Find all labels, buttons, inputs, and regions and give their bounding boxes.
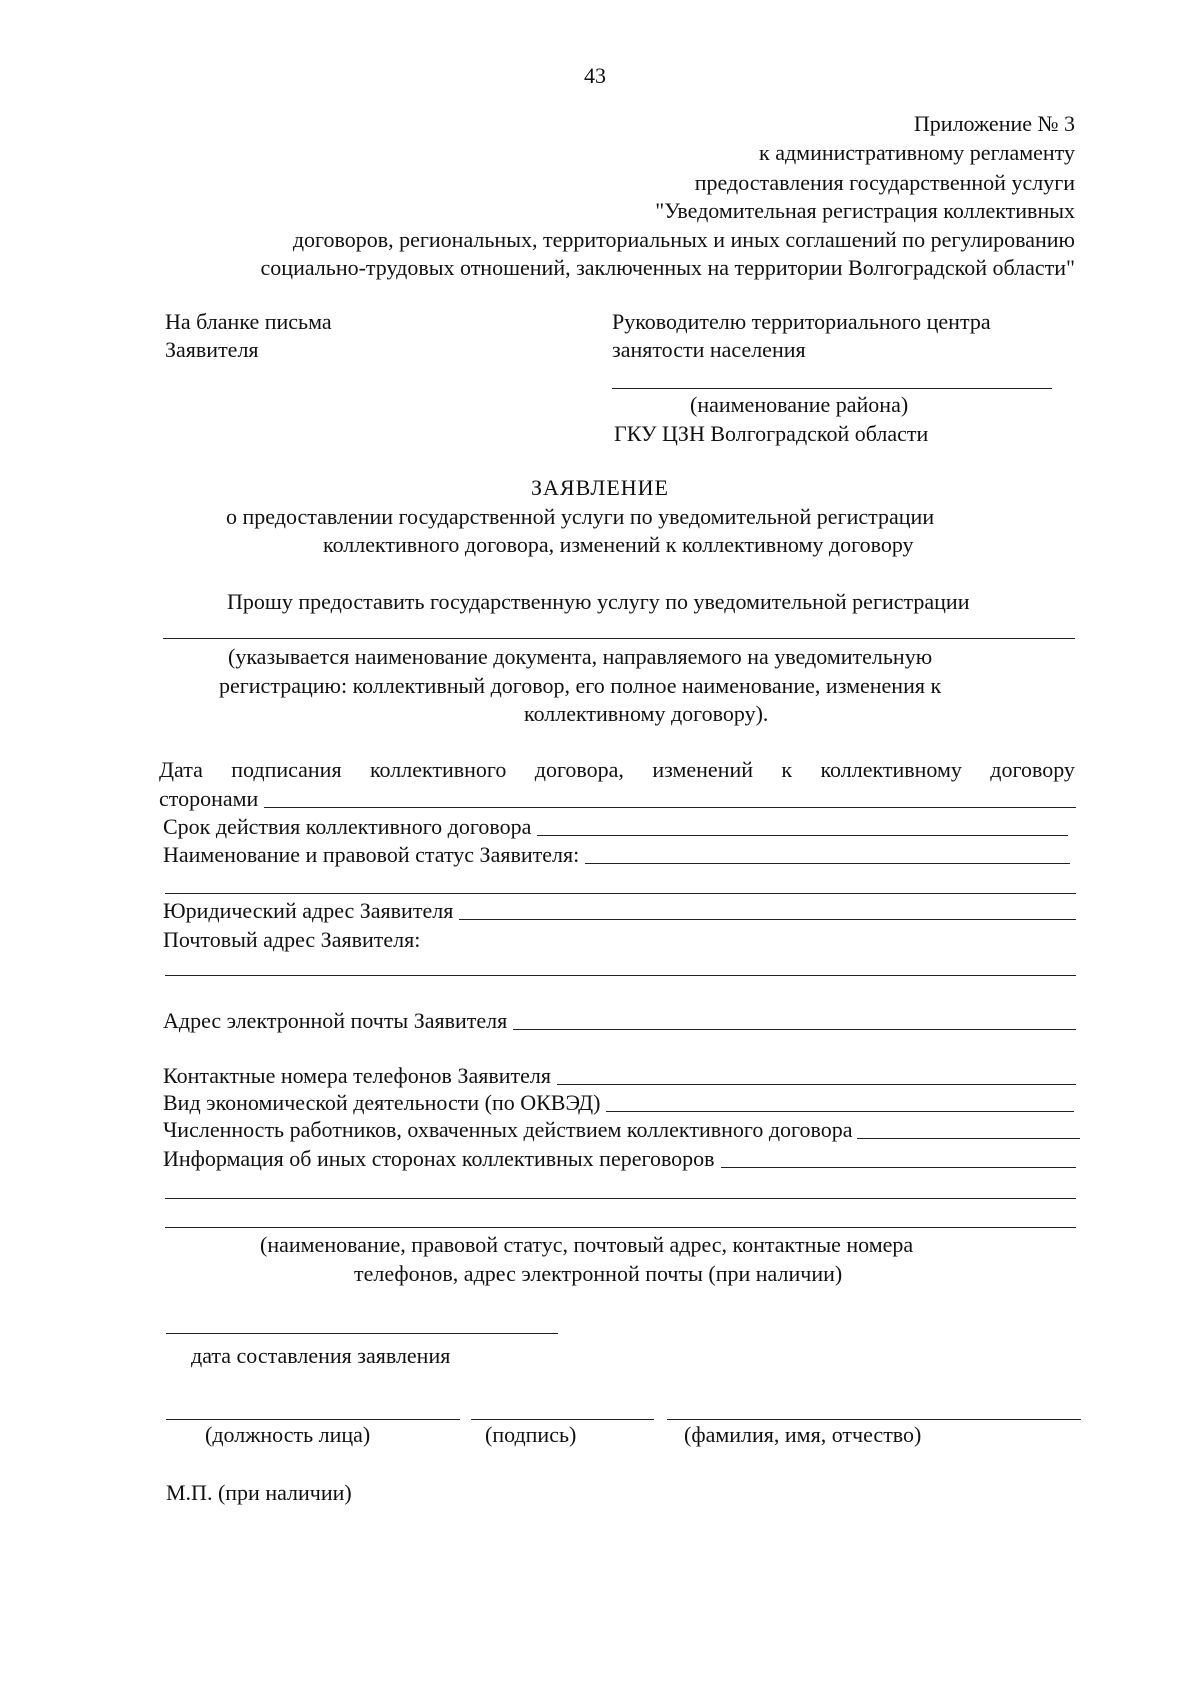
appendix-line-1: Приложение № 3	[913, 111, 1075, 136]
legal-address-label: Юридический адрес Заявителя	[163, 898, 454, 923]
email-label: Адрес электронной почты Заявителя	[163, 1008, 508, 1033]
okved-label: Вид экономической деятельности (по ОКВЭД)	[163, 1090, 601, 1115]
request-hint-2: регистрацию: коллективный договор, его полное наименование, изменения к	[219, 673, 942, 698]
term-field[interactable]	[163, 813, 1068, 841]
term-input-line[interactable]	[537, 835, 1068, 836]
signing-date-word: коллективному	[820, 757, 962, 782]
page-number: 43	[584, 63, 606, 88]
legal-address-field[interactable]	[163, 897, 1076, 925]
name-status-input-line-2[interactable]	[165, 893, 1076, 894]
postal-address-input-line[interactable]	[165, 975, 1076, 976]
other-parties-field[interactable]	[163, 1145, 1076, 1173]
name-status-field[interactable]	[163, 841, 1070, 869]
name-status-label: Наименование и правовой статус Заявителя:	[163, 842, 580, 867]
name-status-input-line[interactable]	[585, 863, 1070, 864]
signing-date-word: Дата	[159, 757, 203, 782]
postal-address-label: Почтовый адрес Заявителя:	[163, 927, 421, 952]
letterhead-line-1: На бланке письма	[165, 309, 332, 334]
signing-date-field[interactable]	[159, 785, 1076, 813]
email-input-line[interactable]	[513, 1029, 1076, 1030]
title-sub-2: коллективного договора, изменений к коллективному договору	[323, 532, 914, 557]
appendix-line-3: предоставления государственной услуги	[694, 170, 1075, 195]
addressee-line-1: Руководителю территориального центра	[612, 309, 991, 334]
phones-input-line[interactable]	[557, 1084, 1076, 1085]
request-hint-3: коллективному договору).	[524, 701, 769, 726]
other-parties-input-line[interactable]	[721, 1167, 1076, 1168]
district-hint: (наименование района)	[690, 392, 909, 417]
signing-date-cont-label: сторонами	[159, 786, 259, 811]
phones-field[interactable]	[163, 1062, 1076, 1090]
fullname-input-line[interactable]	[667, 1419, 1081, 1420]
employees-label: Численность работников, охваченных действием коллективного договора	[163, 1117, 853, 1142]
signing-date-word: договора,	[534, 757, 624, 782]
document-title: ЗАЯВЛЕНИЕ	[531, 475, 669, 500]
sign-hint: (подпись)	[485, 1422, 577, 1447]
signing-date-word: изменений	[652, 757, 754, 782]
other-parties-label: Информация об иных сторонах коллективных переговоров	[163, 1146, 715, 1171]
signing-date-word: коллективного	[369, 757, 507, 782]
appendix-line-2: к административному регламенту	[759, 140, 1075, 165]
term-label: Срок действия коллективного договора	[163, 814, 532, 839]
appendix-line-5: договоров, региональных, территориальных и иных соглашений по регулированию	[292, 227, 1075, 252]
title-sub-1: о предоставлении государственной услуги по уведомительной регистрации	[226, 504, 935, 529]
appendix-line-4: "Уведомительная регистрация коллективных	[655, 198, 1075, 223]
application-date-input-line[interactable]	[166, 1333, 558, 1334]
position-input-line[interactable]	[166, 1419, 460, 1420]
signing-date-word: к	[781, 757, 793, 782]
other-parties-input-line-3[interactable]	[165, 1227, 1076, 1228]
other-parties-input-line-2[interactable]	[165, 1198, 1076, 1199]
phones-label: Контактные номера телефонов Заявителя	[163, 1063, 551, 1088]
other-parties-hint-1: (наименование, правовой статус, почтовый адрес, контактные номера	[260, 1232, 914, 1257]
employees-input-line[interactable]	[857, 1138, 1080, 1139]
request-text: Прошу предоставить государственную услугу по уведомительной регистрации	[227, 589, 970, 614]
signing-date-word: подписания	[231, 757, 342, 782]
okved-input-line[interactable]	[606, 1111, 1074, 1112]
letterhead-line-2: Заявителя	[165, 337, 259, 362]
addressee-line-3: ГКУ ЦЗН Волгоградской области	[614, 421, 929, 446]
fullname-hint: (фамилия, имя, отчество)	[684, 1422, 922, 1447]
position-hint: (должность лица)	[205, 1422, 371, 1447]
addressee-line-2: занятости населения	[612, 337, 806, 362]
document-name-input-line[interactable]	[163, 638, 1075, 639]
sign-input-line[interactable]	[471, 1419, 654, 1420]
legal-address-input-line[interactable]	[459, 919, 1076, 920]
email-field[interactable]	[163, 1007, 1076, 1035]
stamp-label: М.П. (при наличии)	[166, 1480, 352, 1505]
request-hint-1: (указывается наименование документа, направляемого на уведомительную	[228, 644, 933, 669]
other-parties-hint-2: телефонов, адрес электронной почты (при наличии)	[354, 1261, 843, 1286]
employees-field[interactable]	[163, 1116, 1080, 1144]
signing-date-word: договору	[990, 757, 1075, 782]
district-input-line[interactable]	[612, 388, 1052, 389]
signing-date-input-line[interactable]	[264, 807, 1076, 808]
appendix-line-6: социально-трудовых отношений, заключенных на территории Волгоградской области"	[260, 255, 1075, 280]
signing-date-label	[159, 756, 1075, 784]
okved-field[interactable]	[163, 1089, 1074, 1117]
application-date-hint: дата составления заявления	[191, 1343, 451, 1368]
